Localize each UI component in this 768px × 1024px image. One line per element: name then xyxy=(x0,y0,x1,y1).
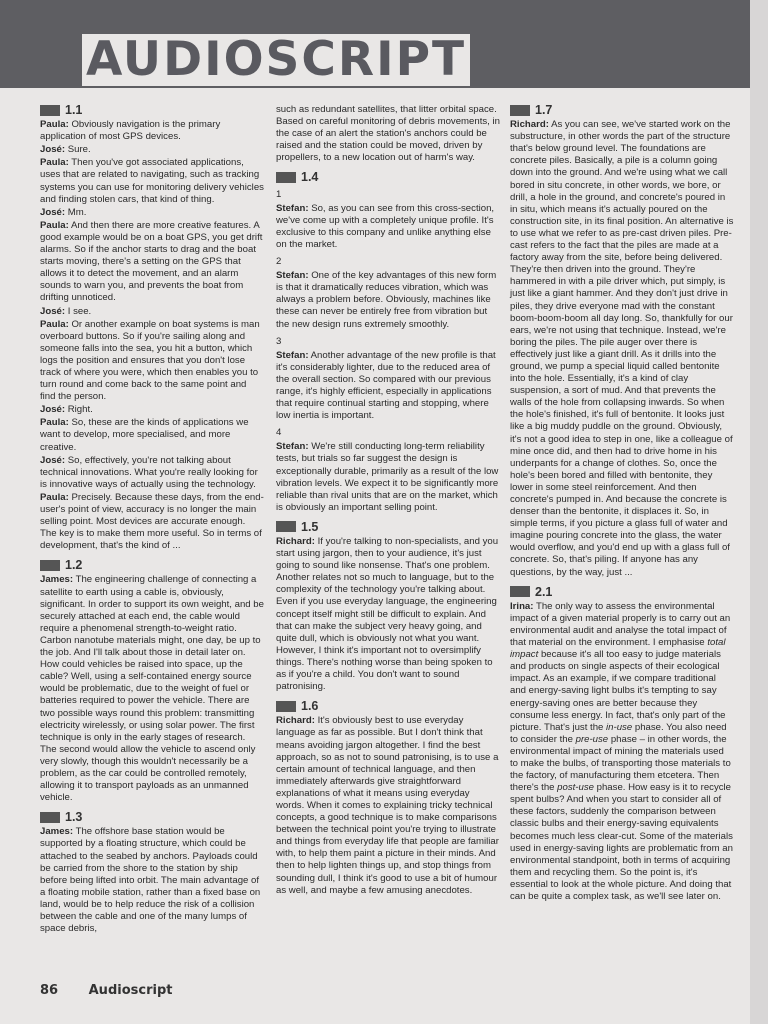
section-marker xyxy=(40,560,60,571)
page-title: AUDIOSCRIPT xyxy=(82,34,470,86)
speaker-name: James: xyxy=(40,826,74,838)
section-heading xyxy=(510,104,734,116)
item-number: 2 xyxy=(276,256,282,268)
dialogue-line xyxy=(510,119,734,579)
emphasis-text: post-use xyxy=(557,782,594,794)
section xyxy=(510,586,734,903)
dialogue-line xyxy=(40,404,264,416)
dialogue-text: Then you've got associated applications, uses that are related to navigating, such as tracking systems you can use for monitoring delivery vehicles and finding stolen cars, that kind of thing. xyxy=(40,157,264,205)
dialogue-text: Another advantage of the new profile is that it's considerably lighter, due to the reduced area of the overall section. So compared with our previous range, it's highly efficient, especially in applications that require continual starting and stopping, where low inertia is important. xyxy=(276,349,496,422)
item-number: 3 xyxy=(276,335,282,347)
section-heading xyxy=(40,104,264,116)
speaker-name: Paula: xyxy=(40,318,69,330)
dialogue-text: because it's all too easy to judge materials and products on single aspects of their ecological impact. As an example, if we compare traditional and energy-saving light bulbs it's tempting to say energy-saving ones are better because they consume less energy. In fact, that's only part of the picture. That's just the xyxy=(510,649,726,733)
dialogue-line xyxy=(40,574,264,804)
dialogue-line xyxy=(40,455,264,491)
dialogue-text: The only way to assess the environmental impact of a given material properly is to carry out an environmental audit and analyse the total impact of that material on the environment. I emphasise xyxy=(510,600,731,649)
dialogue-text: phase. How easy is it to recycle spent bulbs? And when you start to consider all of these factors, suddenly the comparison between classic bulbs and their energy-saving equivalents becomes much less clear-cut. Some of the materials used in energy-saving lights are problematic from an environmental standpoint, both in terms of acquiring them and recycling them. So the point is, it's essential to look at the whole picture. And doing that can be quite a complex task, as we'll see later on. xyxy=(510,782,733,902)
page-number: 86 xyxy=(40,983,59,998)
dialogue-text: So, these are the kinds of applications we want to develop, more specialised, and more creative. xyxy=(40,417,249,453)
speaker-name: Paula: xyxy=(40,119,69,131)
speaker-name: Richard: xyxy=(510,119,549,131)
section-number: 1.1 xyxy=(65,103,83,117)
dialogue-line xyxy=(276,203,500,251)
speaker-name: Irina: xyxy=(510,600,534,612)
dialogue-line xyxy=(276,441,500,514)
dialogue-line xyxy=(40,492,264,552)
dialogue-line xyxy=(510,601,734,903)
section xyxy=(276,700,500,897)
section-marker xyxy=(510,586,530,597)
item-number: 1 xyxy=(276,188,282,200)
section xyxy=(40,104,264,552)
dialogue-line xyxy=(40,306,264,318)
dialogue-text: such as redundant satellites, that litter orbital space. Based on careful monitoring of debris movements, in the case of an alert the station's anchors could be raised and the station could be moved, driven by propellers, to a new location out of harm's way. xyxy=(276,104,500,164)
section-number: 2.1 xyxy=(535,584,553,599)
speaker-name: José: xyxy=(40,206,66,218)
section-heading xyxy=(276,700,500,712)
item-number: 4 xyxy=(276,427,282,439)
dialogue-line xyxy=(40,826,264,935)
dialogue-text: As you can see, we've started work on the substructure, in other words the part of the structure that's below ground level. The foundations are concrete piles. Basically, a pile is a column going down into the ground. And we're using what we call bored in situ concrete, in other words, we bore, or drill, a hole in the ground, and concrete's poured in in situ, which means it's actually poured on the construction site, in its final position. An alternative is to use what we refer to as pre-cast driven piles. Pre-cast refers to the fact that the piles are made at a factory away from the site, before being delivered. They're then driven into the ground. They're hammered in with a pile driver which, put simply, is just like a giant hammer. And they don't just drive in piles, they drive everyone mad with the constant boom-boom-boom all day long. So, thankfully for our ears, we're not using that technique. Instead, we're boring the piles. The pile auger over there is effectively just like a giant drill. As it drills into the ground, we pump a special liquid called bentonite into the hole. Essentially, it's a kind of clay suspension, a sort of mud. And that prevents the walls of the hole from collapsing inwards. So when the hole's finished, it's full of bentonite. It looks just like a big muddy puddle on the ground. Obviously, it's not a good idea to step in one, like a colleague of mine once did, and then had to drive home in his underpants for a change of clothes. So, once the hole's been bored and filled with bentonite, they lower in some steel reinforcement. And then concrete's pumped in. And because the concrete is denser than the bentonite, it displaces it. So, in simple terms, if you picture a glass full of water and imagine pouring concrete into the glass, the water would overflow, and you'd end up with a glass full of concrete. So, that's piling. If anyone has any questions, by the way, just ... xyxy=(510,119,734,578)
speaker-name: Stefan: xyxy=(276,270,309,282)
speaker-name: Stefan: xyxy=(276,349,309,361)
section xyxy=(510,104,734,579)
emphasis-text: in-use xyxy=(606,721,633,733)
column-1 xyxy=(40,104,264,942)
speaker-name: José: xyxy=(40,404,66,416)
dialogue-text: We're still conducting long-term reliability tests, but trials so far suggest the design is exceptionally durable, primarily as a result of the low vibration levels. We expect it to be significantly more reliable than rival units that are on the market, which is obviously an important selling point. xyxy=(276,441,499,513)
section xyxy=(40,811,264,935)
section-number: 1.4 xyxy=(301,170,319,185)
section-marker xyxy=(510,105,530,116)
section xyxy=(276,104,500,164)
speaker-name: José: xyxy=(40,454,66,466)
dialogue-line xyxy=(276,270,500,330)
speaker-name: Paula: xyxy=(40,219,69,231)
emphasis-text: pre-use xyxy=(575,733,609,745)
section-marker xyxy=(276,701,296,712)
dialogue-line xyxy=(276,104,500,164)
dialogue-text: It's obviously best to use everyday language as far as possible. But I don't think that means avoiding jargon altogether. I find the best approach, so as not to sound patronising, is to use a certain amount of technical language, and then immediately afterwards give straightforward explanations of what it means using everyday words. When it comes to explaining tricky technical concepts, a good technique is to make comparisons between the technical point you're trying to illustrate and things from everyday life that people are familiar with, to help them paint a picture in their minds. And then to help lighten things up, and stop things from sounding dull, I think it's good to use a bit of humour as well, and maybe a few amusing anecdotes. xyxy=(276,715,499,896)
dialogue-text: I see. xyxy=(67,305,92,317)
speaker-name: Richard: xyxy=(276,536,315,547)
dialogue-line xyxy=(40,220,264,305)
section-marker xyxy=(276,172,296,183)
speaker-name: Stefan: xyxy=(276,441,309,453)
dialogue-text: So, as you can see from this cross-section, we've come up with a completely unique profile. It's exclusive to this company and unlike anything else on the market. xyxy=(276,202,495,250)
dialogue-line xyxy=(40,157,264,205)
dialogue-line xyxy=(40,144,264,156)
column-3 xyxy=(510,104,734,910)
speaker-name: José: xyxy=(40,305,66,317)
section-marker xyxy=(40,812,60,823)
dialogue-line xyxy=(276,350,500,423)
dialogue-line xyxy=(276,715,500,896)
page-footer xyxy=(40,983,198,998)
footer-label: Audioscript xyxy=(88,983,173,998)
dialogue-text: Mm. xyxy=(67,206,87,218)
dialogue-line xyxy=(276,536,500,693)
section-heading xyxy=(40,559,264,571)
dialogue-text: Obviously navigation is the primary application of most GPS devices. xyxy=(40,119,221,143)
section-number: 1.2 xyxy=(65,558,83,573)
speaker-name: Stefan: xyxy=(276,202,309,214)
dialogue-line xyxy=(40,417,264,453)
speaker-name: Paula: xyxy=(40,417,69,429)
speaker-name: Richard: xyxy=(276,715,315,727)
section-heading xyxy=(510,586,734,598)
dialogue-text: Sure. xyxy=(67,144,91,156)
section-heading xyxy=(276,521,500,533)
dialogue-line xyxy=(40,319,264,404)
section xyxy=(40,559,264,804)
section-heading xyxy=(40,811,264,823)
dialogue-text: If you're talking to non-specialists, and you start using jargon, then to your audience, it's just going to sound like nonsense. That's one problem. Another relates not so much to language, but to the complexity of the technology you're talking about. Even if you use everyday language, the engineering concept itself might still be difficult to explain. And that can make the subject very heavy going, and quite dull, which is obviously not what you want. However, I think it's important not to oversimplify things. There's nothing worse than being spoken to as if you're a child. You don't want to sound patronising. xyxy=(276,536,499,693)
section-number: 1.7 xyxy=(535,103,553,117)
dialogue-text: The offshore base station would be supported by a floating structure, which could be attached to the seabed by anchors. Payloads could be carried from the shore to the station by ship before being lifted into orbit. The main advantage of a floating mobile station, rather than a fixed base on land, would be to help reduce the risk of a collision between the cable and one of the many lumps of space debris, xyxy=(40,826,261,935)
page-edge xyxy=(750,0,768,1024)
dialogue-text: phase – in other words, the environmental impact of mining the materials used to make the bulbs, of transporting those materials to the factory, of manufacturing them etcetera. Then there's the xyxy=(510,733,731,794)
section xyxy=(276,171,500,513)
emphasis-text: total impact xyxy=(510,637,726,661)
dialogue-text: And then there are more creative features. A good example would be on a boat GPS, you get drift alarms. So if the anchor starts to drag and the boat starts moving, there's a setting on the GPS that allows it to detect the movement, and an alarm sounds to warn you, and prevents the boat from drifting unnoticed. xyxy=(40,219,263,304)
dialogue-text: Or another example on boat systems is man overboard buttons. So if you're sailing along and someone falls into the sea, you hit a button, which logs the position and ensures that you don't lose track of where you were, which then enables you to turn round and come back to the same point and find the person. xyxy=(40,318,260,403)
section-marker xyxy=(40,105,60,116)
section-marker xyxy=(276,521,296,532)
dialogue-text: phase. You also need to consider the xyxy=(510,721,727,745)
section-number: 1.6 xyxy=(301,699,319,714)
dialogue-text: Right. xyxy=(67,404,93,416)
dialogue-text: So, effectively, you're not talking about technical innovations. What you're really looking for is innovative ways of actually using the technology. xyxy=(40,454,258,490)
dialogue-line xyxy=(40,119,264,143)
speaker-name: James: xyxy=(40,574,74,586)
speaker-name: Paula: xyxy=(40,157,69,169)
column-2 xyxy=(276,104,500,904)
dialogue-line xyxy=(40,207,264,219)
section xyxy=(276,521,500,693)
dialogue-text: Precisely. Because these days, from the end-user's point of view, accuracy is no longer the main selling point. Most devices are accurate enough. The key is to make them more useful. So in terms of development, that's the kind of ... xyxy=(40,491,264,552)
section-number: 1.5 xyxy=(301,519,319,534)
speaker-name: José: xyxy=(40,144,66,156)
section-heading xyxy=(276,171,500,183)
section-number: 1.3 xyxy=(65,810,83,825)
speaker-name: Paula: xyxy=(40,491,69,503)
dialogue-text: One of the key advantages of this new form is that it dramatically reduces vibration, which was always a problem before. Obviously, machines like these can never be entirely free from vibration but the new design runs extremely smoothly. xyxy=(276,270,497,330)
dialogue-text: The engineering challenge of connecting a satellite to earth using a cable is, obviously, significant. In order to support its own weight, and be securely attached at each end, the cable would require a phenomenal strength-to-weight ratio. Carbon nanotube materials might, one day, be up to the job. And I'll talk about those in detail later on. How could vehicles be raised into space, up the cable? Well, using a self-contained energy source would be problematic, due to the weight of fuel or batteries required to power the vehicle. There are two possible ways round this problem: transmitting electricity wirelessly, or using solar power. The first technique is only in the early stages of research. The second would allow the vehicle to ascend only very slowly, though this wouldn't necessarily be a problem, as the car could be controlled remotely, allowing it to transport payloads as an unmanned vehicle. xyxy=(40,574,264,804)
